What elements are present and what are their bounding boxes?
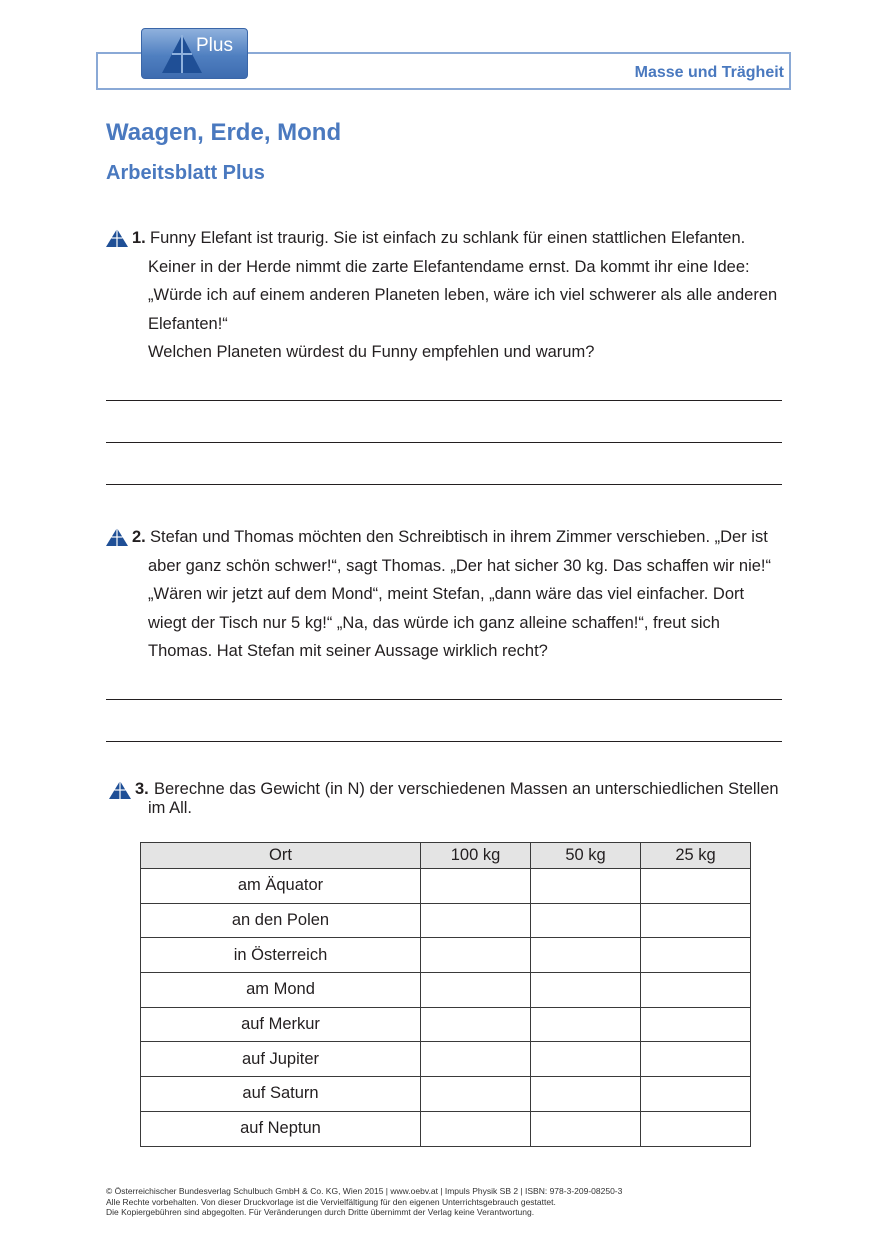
- footer: [106, 1186, 622, 1218]
- answer-cell[interactable]: [531, 1007, 641, 1042]
- task-line: Keiner in der Herde nimmt die zarte Elefantendame ernst. Da kommt ihr eine Idee:: [148, 257, 750, 276]
- answer-line[interactable]: [106, 484, 782, 485]
- footer-line: Alle Rechte vorbehalten. Von dieser Druckvorlage ist die Vervielfältigung für den eigenen Unterrichtsgebrauch gestattet.: [106, 1196, 556, 1207]
- answer-cell[interactable]: [421, 938, 531, 973]
- table-row: [141, 1111, 751, 1146]
- task-line: Berechne das Gewicht (in N) der verschiedenen Massen an unterschiedlichen Stellen: [154, 780, 779, 798]
- answer-line[interactable]: [106, 699, 782, 700]
- answer-line[interactable]: [106, 741, 782, 742]
- row-label: in Österreich: [141, 938, 421, 973]
- task-line: wiegt der Tisch nur 5 kg!“ „Na, das würde ich ganz alleine schaffen!“, freut sich: [148, 613, 720, 632]
- answer-cell[interactable]: [421, 1111, 531, 1146]
- row-label: am Äquator: [141, 869, 421, 904]
- row-label: auf Neptun: [141, 1111, 421, 1146]
- answer-cell[interactable]: [641, 938, 751, 973]
- column-header-ort: Ort: [141, 843, 421, 869]
- task-line: „Wären wir jetzt auf dem Mond“, meint Stefan, „dann wäre das viel einfacher. Dort: [148, 585, 745, 603]
- plus-logo: [141, 28, 248, 79]
- page-subtitle: Arbeitsblatt Plus: [106, 162, 265, 184]
- answer-cell[interactable]: [421, 903, 531, 938]
- row-label: auf Saturn: [141, 1077, 421, 1112]
- task-number: 1.: [132, 229, 146, 247]
- row-label: auf Jupiter: [141, 1042, 421, 1077]
- answer-cell[interactable]: [531, 903, 641, 938]
- answer-cell[interactable]: [641, 1111, 751, 1146]
- row-label: am Mond: [141, 973, 421, 1008]
- task-text-cont: [148, 799, 192, 818]
- task-line: aber ganz schön schwer!“, sagt Thomas. „Der hat sicher 30 kg. Das schaffen wir nie!“: [148, 556, 772, 575]
- task-level-icon: [106, 528, 128, 546]
- answer-cell[interactable]: [421, 973, 531, 1008]
- logo-label: Plus: [196, 35, 233, 56]
- task-number: 2.: [132, 528, 146, 546]
- task-line: im All.: [148, 799, 193, 817]
- table-row: [141, 903, 751, 938]
- task-line: Welchen Planeten würdest du Funny empfehlen und warum?: [148, 343, 595, 361]
- task-text-cont: [148, 253, 777, 367]
- answer-cell[interactable]: [641, 973, 751, 1008]
- table-header-row: [141, 843, 751, 869]
- answer-cell[interactable]: [641, 1042, 751, 1077]
- answer-cell[interactable]: [421, 1042, 531, 1077]
- answer-cell[interactable]: [421, 1007, 531, 1042]
- answer-cell[interactable]: [531, 1042, 641, 1077]
- task-level-icon: [109, 781, 131, 799]
- table-row: [141, 1077, 751, 1112]
- task-line: Stefan und Thomas möchten den Schreibtisch in ihrem Zimmer verschieben. „Der ist: [150, 528, 768, 546]
- table-row: [141, 938, 751, 973]
- topic-label: Masse und Trägheit: [634, 64, 784, 81]
- task-line: Elefanten!“: [148, 314, 228, 333]
- column-header-25kg: 25 kg: [641, 843, 751, 869]
- task-line: „Würde ich auf einem anderen Planeten leben, wäre ich viel schwerer als alle anderen: [148, 286, 778, 304]
- footer-line: © Österreichischer Bundesverlag Schulbuch GmbH & Co. KG, Wien 2015 | www.oebv.at | Impuls Physik SB 2 | ISBN: 978-3-209-08250-3: [106, 1186, 623, 1196]
- task-text: [150, 523, 768, 552]
- column-header-100kg: 100 kg: [421, 843, 531, 869]
- table-row: [141, 869, 751, 904]
- table-row: [141, 1042, 751, 1077]
- answer-cell[interactable]: [531, 938, 641, 973]
- answer-cell[interactable]: [641, 903, 751, 938]
- task-level-icon: [106, 229, 128, 247]
- task-line: Thomas. Hat Stefan mit seiner Aussage wirklich recht?: [148, 642, 548, 660]
- answer-cell[interactable]: [531, 1111, 641, 1146]
- table-row: [141, 973, 751, 1008]
- answer-cell[interactable]: [641, 1077, 751, 1112]
- answer-cell[interactable]: [531, 973, 641, 1008]
- row-label: an den Polen: [141, 903, 421, 938]
- row-label: auf Merkur: [141, 1007, 421, 1042]
- answer-cell[interactable]: [421, 1077, 531, 1112]
- task-number: 3.: [135, 780, 149, 798]
- column-header-50kg: 50 kg: [531, 843, 641, 869]
- footer-line: Die Kopiergebühren sind abgegolten. Für Veränderungen durch Dritte übernimmt der Verlag keine Verantwortung.: [106, 1207, 535, 1217]
- page-title: Waagen, Erde, Mond: [106, 119, 342, 146]
- answer-line[interactable]: [106, 400, 782, 401]
- answer-cell[interactable]: [641, 869, 751, 904]
- answer-cell[interactable]: [421, 869, 531, 904]
- task-text-cont: [148, 552, 771, 666]
- weight-table: [140, 842, 751, 1147]
- answer-cell[interactable]: [641, 1007, 751, 1042]
- task-text: [154, 780, 779, 799]
- answer-line[interactable]: [106, 442, 782, 443]
- table-row: [141, 1007, 751, 1042]
- task-line: Funny Elefant ist traurig. Sie ist einfach zu schlank für einen stattlichen Elefanten.: [150, 229, 746, 247]
- task-text: [150, 224, 745, 253]
- answer-cell[interactable]: [531, 1077, 641, 1112]
- answer-cell[interactable]: [531, 869, 641, 904]
